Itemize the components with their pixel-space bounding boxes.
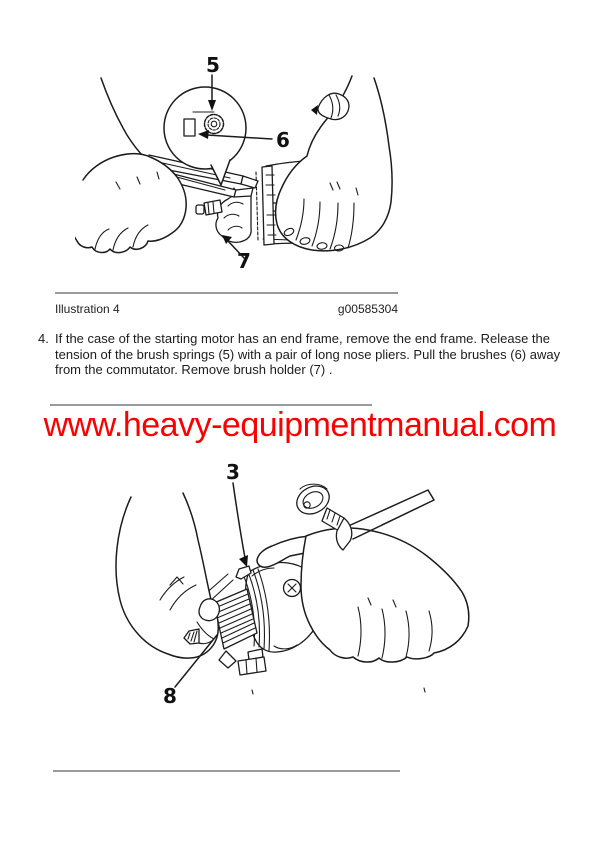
illustration-armature-drawing	[105, 455, 495, 713]
callout-8-label: 8	[163, 684, 177, 708]
figure-caption: Illustration 4	[55, 302, 120, 316]
figure-caption-row	[55, 302, 398, 316]
left-hand	[116, 493, 219, 658]
callout-5-label: 5	[206, 53, 220, 77]
mounting-bracket	[219, 649, 266, 675]
figure-divider-rule	[55, 292, 398, 294]
page-bottom-rule	[53, 770, 400, 772]
procedure-step-4	[38, 331, 565, 378]
scan-specks	[252, 688, 425, 694]
step-number: 4.	[38, 331, 49, 346]
callout-6-label: 6	[276, 128, 290, 152]
terminal-plug	[311, 93, 349, 119]
brush-detail	[184, 119, 195, 136]
figure-id: g00585304	[337, 302, 398, 316]
callout-7-label: 7	[237, 249, 251, 273]
illustration-4-drawing	[75, 45, 405, 277]
callout-3-label: 3	[226, 460, 240, 484]
site-watermark: www.heavy-equipmentmanual.com	[43, 406, 557, 444]
thumb-nail	[199, 599, 219, 621]
callout-3	[226, 460, 248, 567]
step-text: If the case of the starting motor has an end frame, remove the end frame. Release the tension of the brush springs (5) with a pair of long nose pliers. Pull the brushes (6) away from the commutator. Remove brush holder (7) .	[55, 331, 561, 378]
